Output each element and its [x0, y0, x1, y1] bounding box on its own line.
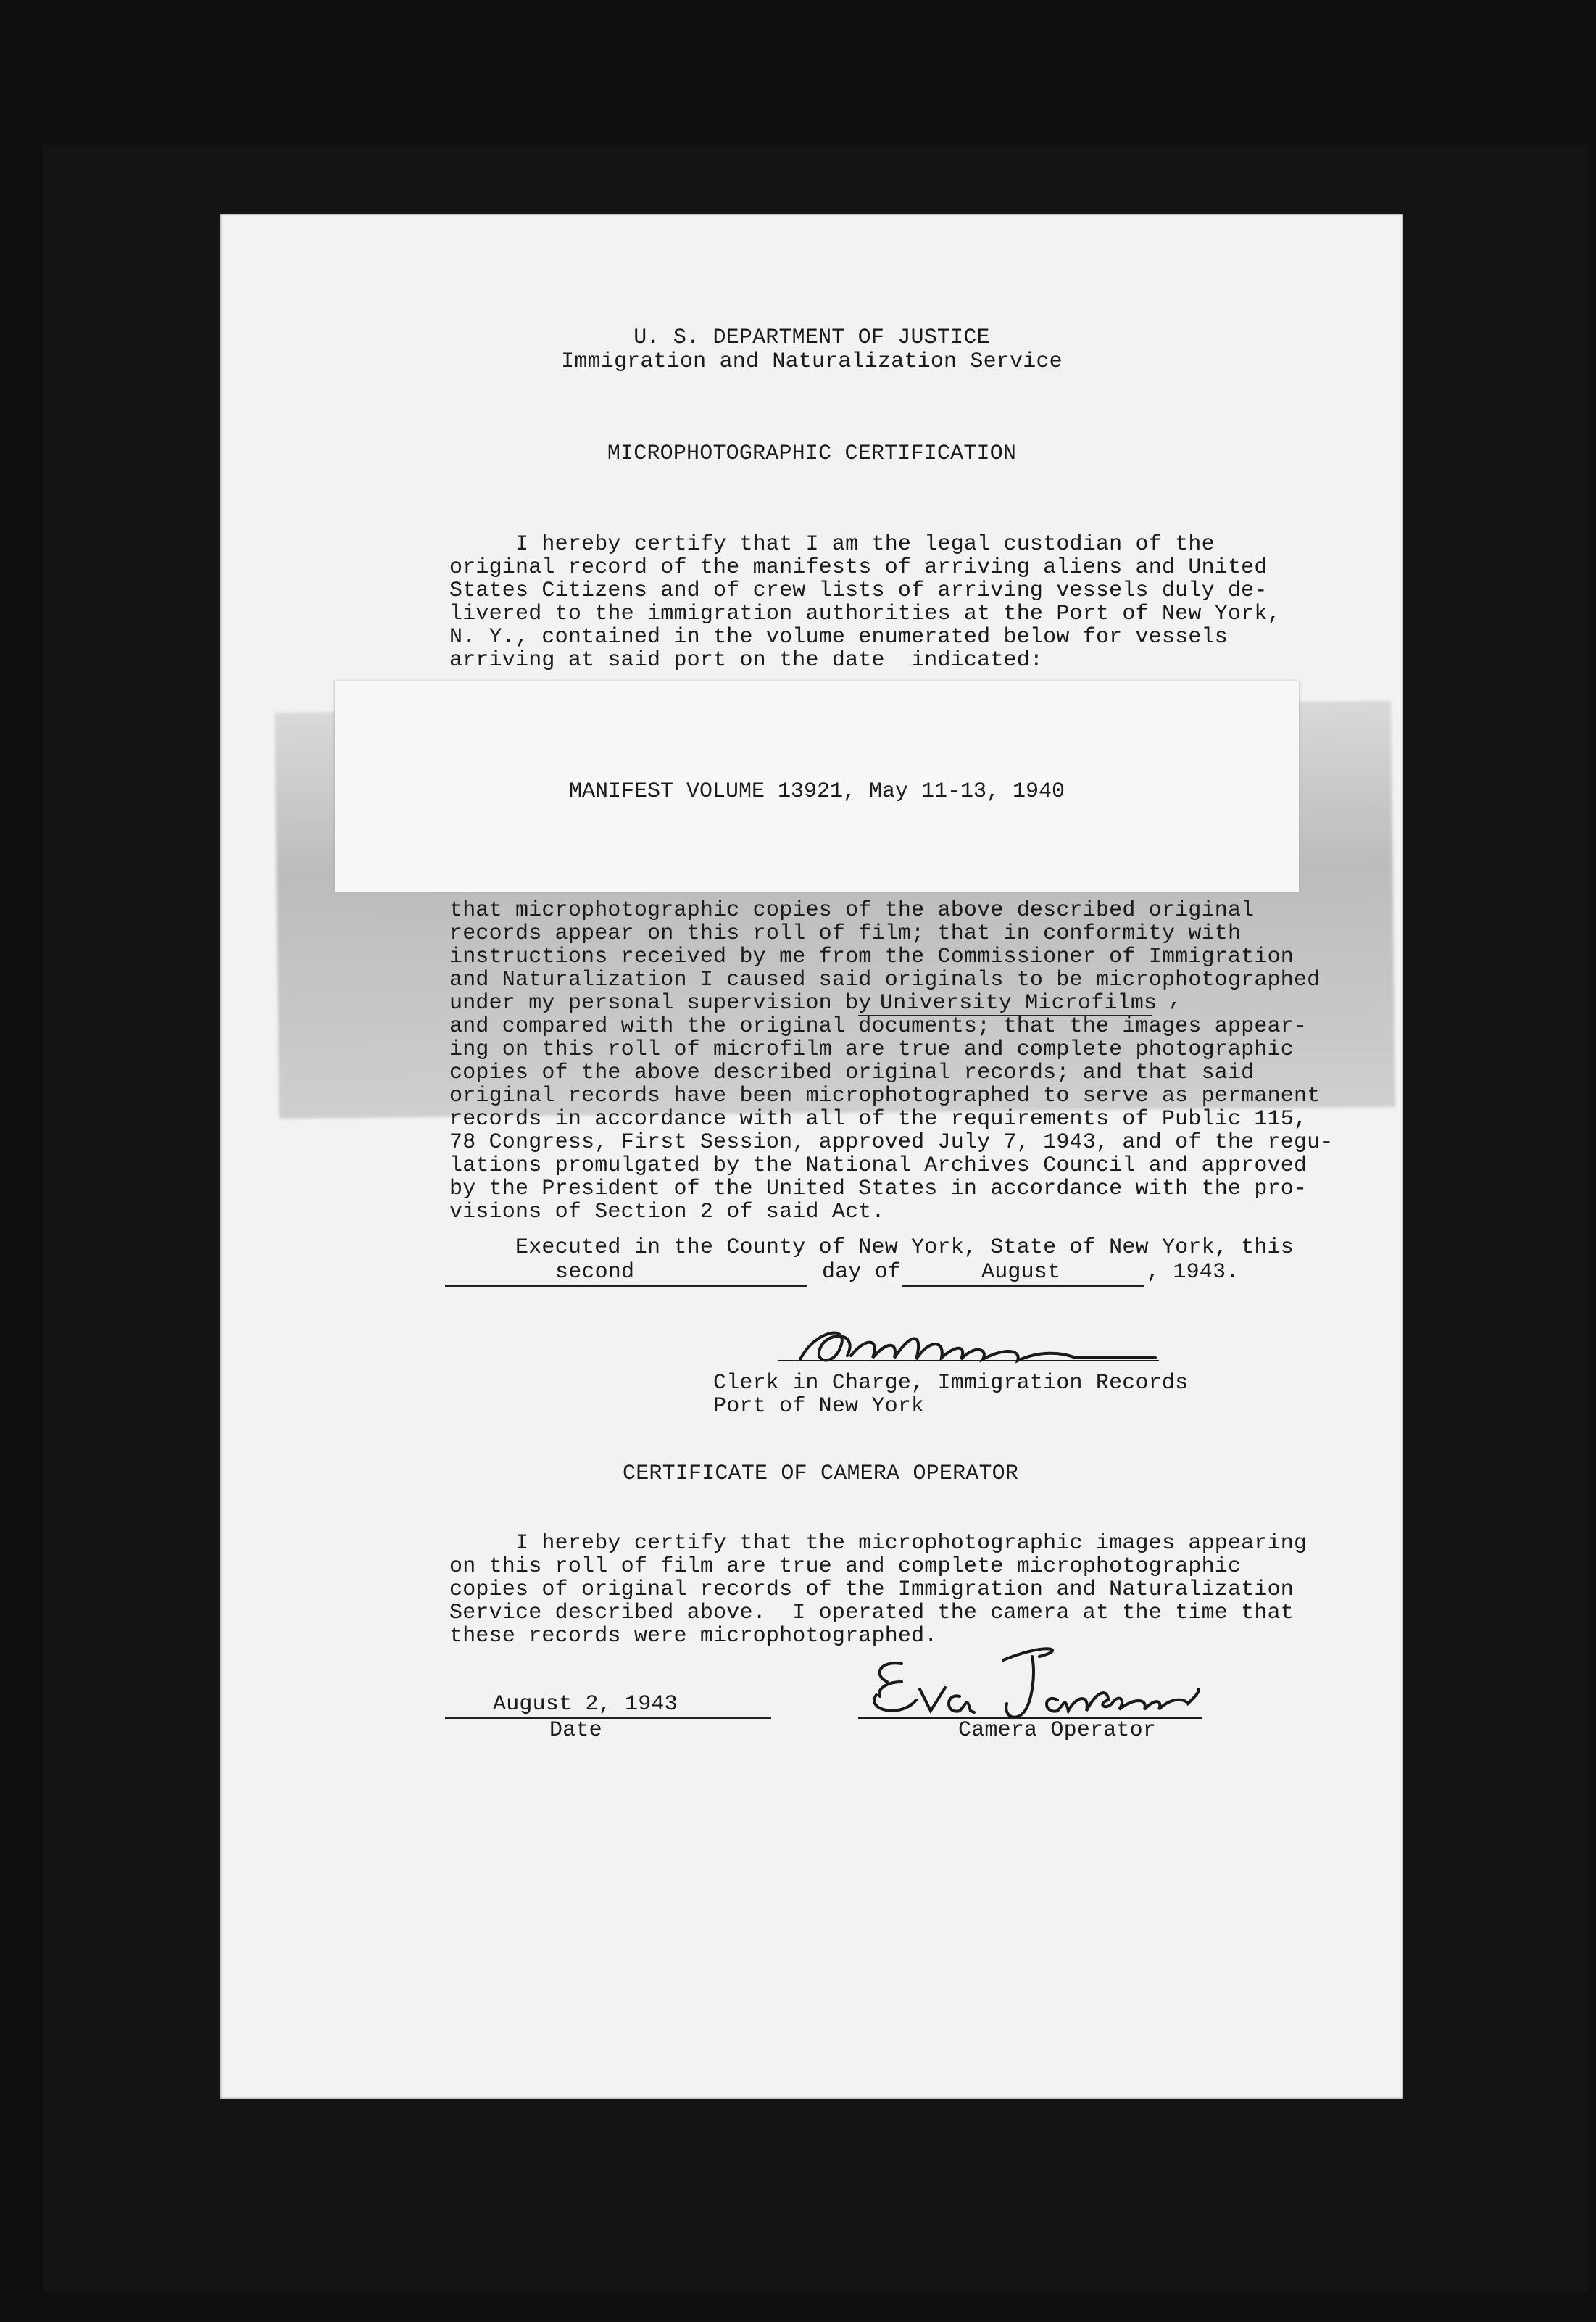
day-underline — [445, 1285, 807, 1287]
camera-certificate-title: CERTIFICATE OF CAMERA OPERATOR — [623, 1461, 1019, 1486]
department-heading: U. S. DEPARTMENT OF JUSTICE — [633, 326, 990, 350]
paragraph-line: States Citizens and of crew lists of arriving vessels duly de- — [449, 579, 1268, 603]
paragraph-line: copies of the above described original records; and that said — [449, 1061, 1255, 1085]
paragraph-line: original record of the manifests of arriving aliens and United — [449, 555, 1268, 580]
paragraph-line: N. Y., contained in the volume enumerated below for vessels — [449, 625, 1228, 650]
date-label: Date — [549, 1718, 602, 1743]
operator-label: Camera Operator — [958, 1718, 1157, 1743]
paragraph-line: arriving at said port on the date indicated: — [449, 648, 1044, 673]
service-heading: Immigration and Naturalization Service — [561, 349, 1063, 374]
paragraph-line: original records have been microphotographed to serve as permanent — [449, 1084, 1321, 1108]
paragraph-line: on this roll of film are true and complete microphotographic — [449, 1554, 1242, 1579]
date-underline — [445, 1717, 771, 1719]
year-value: , 1943. — [1147, 1260, 1239, 1285]
certification-title: MICROPHOTOGRAPHIC CERTIFICATION — [607, 441, 1017, 466]
paragraph-line: Service described above. I operated the camera at the time that — [449, 1601, 1294, 1625]
month-value: August — [981, 1260, 1061, 1285]
clerk-title: Clerk in Charge, Immigration Records — [713, 1371, 1189, 1396]
paragraph-line: these records were microphotographed. — [449, 1624, 938, 1649]
paragraph-line: records appear on this roll of film; that in conformity with — [449, 921, 1242, 946]
paragraph-line: lations promulgated by the National Archives Council and approved — [449, 1153, 1308, 1178]
certificate-page — [220, 214, 1403, 2099]
paragraph-line: and compared with the original documents; that the images appear- — [449, 1014, 1308, 1039]
day-value: second — [555, 1260, 635, 1285]
paragraph-line: I hereby certify that the microphotographic images appearing — [449, 1531, 1308, 1556]
paragraph-line: 78 Congress, First Session, approved July 7, 1943, and of the regu- — [449, 1130, 1334, 1155]
paragraph-line: and Naturalization I caused said originals to be microphotographed — [449, 968, 1321, 992]
manifest-volume-text: MANIFEST VOLUME 13921, May 11-13, 1940 — [568, 779, 1065, 804]
paragraph-line: ing on this roll of microfilm are true and complete photographic — [449, 1037, 1294, 1062]
paragraph-line: copies of original records of the Immigration and Naturalization — [449, 1577, 1294, 1602]
manifest-slip — [335, 681, 1299, 892]
paragraph-line: I hereby certify that I am the legal custodian of the — [449, 532, 1215, 557]
clerk-place: Port of New York — [713, 1394, 925, 1419]
paragraph-line: instructions received by me from the Commissioner of Immigration — [449, 945, 1294, 969]
paragraph-line: by the President of the United States in accordance with the pro- — [449, 1177, 1308, 1201]
month-underline — [902, 1285, 1144, 1287]
paragraph-line: visions of Section 2 of said Act. — [449, 1200, 885, 1224]
day-of-label: day of — [822, 1260, 902, 1285]
date-value: August 2, 1943 — [493, 1692, 678, 1717]
paragraph-line: that microphotographic copies of the above described original — [449, 898, 1255, 923]
paragraph-line: livered to the immigration authorities at the Port of New York, — [449, 602, 1281, 626]
comma-mark: , — [1168, 987, 1182, 1012]
paragraph-line: records in accordance with all of the requirements of Public 115, — [449, 1107, 1308, 1132]
executed-line: Executed in the County of New York, State of New York, this — [449, 1235, 1294, 1260]
paragraph-line: under my personal supervision by — [449, 991, 872, 1016]
supervisor-value: University Microfilms — [880, 991, 1157, 1016]
